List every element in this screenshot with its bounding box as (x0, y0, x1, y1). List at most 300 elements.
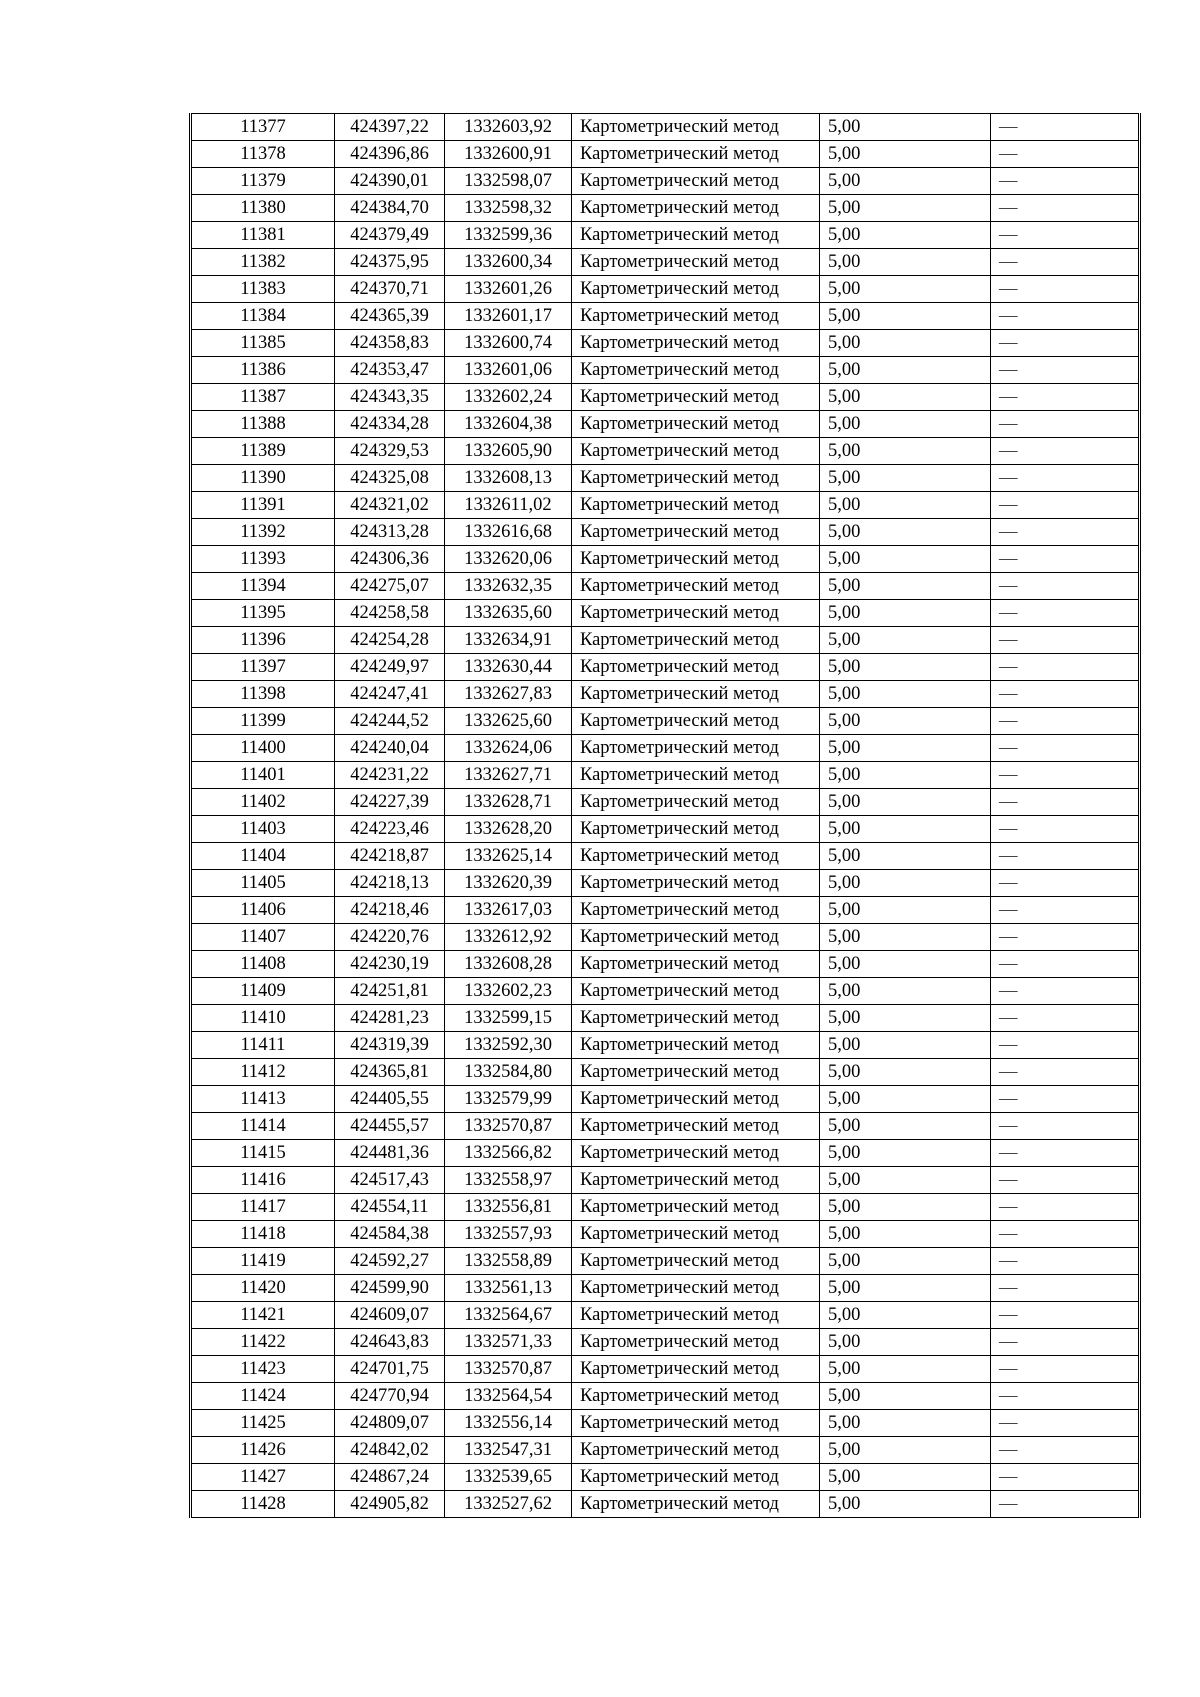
x-coordinate-cell: 424405,55 (335, 1086, 445, 1113)
y-coordinate-cell: 1332539,65 (445, 1464, 572, 1491)
y-coordinate-cell: 1332584,80 (445, 1059, 572, 1086)
description-cell: — (991, 870, 1140, 897)
table-row (191, 1086, 1140, 1113)
method-cell: Картометрический метод (572, 546, 820, 573)
y-coordinate-cell: 1332598,32 (445, 195, 572, 222)
x-coordinate-cell: 424258,58 (335, 600, 445, 627)
method-cell: Картометрический метод (572, 573, 820, 600)
accuracy-cell: 5,00 (820, 870, 991, 897)
method-cell: Картометрический метод (572, 1329, 820, 1356)
method-cell: Картометрический метод (572, 438, 820, 465)
table-row (191, 1113, 1140, 1140)
table-row (191, 168, 1140, 195)
accuracy-cell: 5,00 (820, 384, 991, 411)
description-cell: — (991, 1275, 1140, 1302)
table-row (191, 1005, 1140, 1032)
point-number-cell: 11377 (191, 114, 335, 141)
y-coordinate-cell: 1332547,31 (445, 1437, 572, 1464)
point-number-cell: 11381 (191, 222, 335, 249)
point-number-cell: 11395 (191, 600, 335, 627)
point-number-cell: 11396 (191, 627, 335, 654)
x-coordinate-cell: 424218,46 (335, 897, 445, 924)
point-number-cell: 11403 (191, 816, 335, 843)
point-number-cell: 11398 (191, 681, 335, 708)
method-cell: Картометрический метод (572, 1275, 820, 1302)
description-cell: — (991, 1221, 1140, 1248)
method-cell: Картометрический метод (572, 897, 820, 924)
x-coordinate-cell: 424249,97 (335, 654, 445, 681)
point-number-cell: 11423 (191, 1356, 335, 1383)
description-cell: — (991, 1491, 1140, 1518)
method-cell: Картометрический метод (572, 735, 820, 762)
description-cell: — (991, 330, 1140, 357)
point-number-cell: 11426 (191, 1437, 335, 1464)
point-number-cell: 11391 (191, 492, 335, 519)
accuracy-cell: 5,00 (820, 1356, 991, 1383)
accuracy-cell: 5,00 (820, 249, 991, 276)
point-number-cell: 11387 (191, 384, 335, 411)
description-cell: — (991, 1167, 1140, 1194)
point-number-cell: 11390 (191, 465, 335, 492)
description-cell: — (991, 600, 1140, 627)
x-coordinate-cell: 424770,94 (335, 1383, 445, 1410)
table-row (191, 978, 1140, 1005)
table-row (191, 924, 1140, 951)
method-cell: Картометрический метод (572, 1410, 820, 1437)
description-cell: — (991, 654, 1140, 681)
y-coordinate-cell: 1332620,39 (445, 870, 572, 897)
table-row (191, 276, 1140, 303)
y-coordinate-cell: 1332608,28 (445, 951, 572, 978)
description-cell: — (991, 816, 1140, 843)
accuracy-cell: 5,00 (820, 1086, 991, 1113)
y-coordinate-cell: 1332624,06 (445, 735, 572, 762)
y-coordinate-cell: 1332634,91 (445, 627, 572, 654)
description-cell: — (991, 1005, 1140, 1032)
y-coordinate-cell: 1332599,36 (445, 222, 572, 249)
method-cell: Картометрический метод (572, 978, 820, 1005)
method-cell: Картометрический метод (572, 816, 820, 843)
x-coordinate-cell: 424220,76 (335, 924, 445, 951)
point-number-cell: 11384 (191, 303, 335, 330)
method-cell: Картометрический метод (572, 330, 820, 357)
description-cell: — (991, 1302, 1140, 1329)
accuracy-cell: 5,00 (820, 1329, 991, 1356)
y-coordinate-cell: 1332602,24 (445, 384, 572, 411)
accuracy-cell: 5,00 (820, 330, 991, 357)
x-coordinate-cell: 424281,23 (335, 1005, 445, 1032)
x-coordinate-cell: 424358,83 (335, 330, 445, 357)
y-coordinate-cell: 1332600,74 (445, 330, 572, 357)
point-number-cell: 11407 (191, 924, 335, 951)
accuracy-cell: 5,00 (820, 357, 991, 384)
table-row (191, 627, 1140, 654)
method-cell: Картометрический метод (572, 789, 820, 816)
x-coordinate-cell: 424905,82 (335, 1491, 445, 1518)
method-cell: Картометрический метод (572, 1491, 820, 1518)
method-cell: Картометрический метод (572, 1005, 820, 1032)
table-row (191, 789, 1140, 816)
y-coordinate-cell: 1332556,81 (445, 1194, 572, 1221)
y-coordinate-cell: 1332566,82 (445, 1140, 572, 1167)
point-number-cell: 11409 (191, 978, 335, 1005)
table-row (191, 951, 1140, 978)
accuracy-cell: 5,00 (820, 1167, 991, 1194)
description-cell: — (991, 897, 1140, 924)
point-number-cell: 11392 (191, 519, 335, 546)
y-coordinate-cell: 1332632,35 (445, 573, 572, 600)
x-coordinate-cell: 424701,75 (335, 1356, 445, 1383)
description-cell: — (991, 411, 1140, 438)
accuracy-cell: 5,00 (820, 1437, 991, 1464)
accuracy-cell: 5,00 (820, 168, 991, 195)
method-cell: Картометрический метод (572, 708, 820, 735)
method-cell: Картометрический метод (572, 384, 820, 411)
point-number-cell: 11405 (191, 870, 335, 897)
description-cell: — (991, 978, 1140, 1005)
description-cell: — (991, 357, 1140, 384)
y-coordinate-cell: 1332628,20 (445, 816, 572, 843)
x-coordinate-cell: 424384,70 (335, 195, 445, 222)
description-cell: — (991, 1383, 1140, 1410)
x-coordinate-cell: 424343,35 (335, 384, 445, 411)
x-coordinate-cell: 424517,43 (335, 1167, 445, 1194)
x-coordinate-cell: 424254,28 (335, 627, 445, 654)
method-cell: Картометрический метод (572, 114, 820, 141)
accuracy-cell: 5,00 (820, 1275, 991, 1302)
y-coordinate-cell: 1332601,06 (445, 357, 572, 384)
accuracy-cell: 5,00 (820, 951, 991, 978)
point-number-cell: 11386 (191, 357, 335, 384)
description-cell: — (991, 303, 1140, 330)
point-number-cell: 11421 (191, 1302, 335, 1329)
method-cell: Картометрический метод (572, 519, 820, 546)
description-cell: — (991, 438, 1140, 465)
accuracy-cell: 5,00 (820, 654, 991, 681)
table-row (191, 1464, 1140, 1491)
y-coordinate-cell: 1332635,60 (445, 600, 572, 627)
accuracy-cell: 5,00 (820, 1248, 991, 1275)
accuracy-cell: 5,00 (820, 276, 991, 303)
point-number-cell: 11400 (191, 735, 335, 762)
coordinates-table-body (191, 114, 1140, 1518)
description-cell: — (991, 1140, 1140, 1167)
description-cell: — (991, 465, 1140, 492)
description-cell: — (991, 1059, 1140, 1086)
method-cell: Картометрический метод (572, 465, 820, 492)
accuracy-cell: 5,00 (820, 1194, 991, 1221)
accuracy-cell: 5,00 (820, 600, 991, 627)
table-row (191, 1167, 1140, 1194)
description-cell: — (991, 1329, 1140, 1356)
x-coordinate-cell: 424375,95 (335, 249, 445, 276)
y-coordinate-cell: 1332601,17 (445, 303, 572, 330)
y-coordinate-cell: 1332558,89 (445, 1248, 572, 1275)
table-row (191, 1140, 1140, 1167)
point-number-cell: 11393 (191, 546, 335, 573)
y-coordinate-cell: 1332592,30 (445, 1032, 572, 1059)
y-coordinate-cell: 1332627,83 (445, 681, 572, 708)
point-number-cell: 11402 (191, 789, 335, 816)
table-row (191, 465, 1140, 492)
x-coordinate-cell: 424365,39 (335, 303, 445, 330)
y-coordinate-cell: 1332600,91 (445, 141, 572, 168)
accuracy-cell: 5,00 (820, 708, 991, 735)
point-number-cell: 11416 (191, 1167, 335, 1194)
point-number-cell: 11411 (191, 1032, 335, 1059)
description-cell: — (991, 951, 1140, 978)
point-number-cell: 11397 (191, 654, 335, 681)
y-coordinate-cell: 1332630,44 (445, 654, 572, 681)
table-row (191, 546, 1140, 573)
method-cell: Картометрический метод (572, 1221, 820, 1248)
y-coordinate-cell: 1332556,14 (445, 1410, 572, 1437)
x-coordinate-cell: 424554,11 (335, 1194, 445, 1221)
table-row (191, 1437, 1140, 1464)
description-cell: — (991, 519, 1140, 546)
description-cell: — (991, 1194, 1140, 1221)
accuracy-cell: 5,00 (820, 114, 991, 141)
method-cell: Картометрический метод (572, 1140, 820, 1167)
method-cell: Картометрический метод (572, 1167, 820, 1194)
table-row (191, 1248, 1140, 1275)
y-coordinate-cell: 1332564,54 (445, 1383, 572, 1410)
y-coordinate-cell: 1332598,07 (445, 168, 572, 195)
accuracy-cell: 5,00 (820, 1032, 991, 1059)
description-cell: — (991, 1356, 1140, 1383)
point-number-cell: 11401 (191, 762, 335, 789)
table-row (191, 519, 1140, 546)
x-coordinate-cell: 424223,46 (335, 816, 445, 843)
x-coordinate-cell: 424230,19 (335, 951, 445, 978)
table-row (191, 357, 1140, 384)
description-cell: — (991, 573, 1140, 600)
accuracy-cell: 5,00 (820, 1140, 991, 1167)
x-coordinate-cell: 424842,02 (335, 1437, 445, 1464)
description-cell: — (991, 384, 1140, 411)
x-coordinate-cell: 424379,49 (335, 222, 445, 249)
x-coordinate-cell: 424584,38 (335, 1221, 445, 1248)
description-cell: — (991, 114, 1140, 141)
description-cell: — (991, 492, 1140, 519)
x-coordinate-cell: 424353,47 (335, 357, 445, 384)
point-number-cell: 11378 (191, 141, 335, 168)
y-coordinate-cell: 1332612,92 (445, 924, 572, 951)
y-coordinate-cell: 1332600,34 (445, 249, 572, 276)
x-coordinate-cell: 424609,07 (335, 1302, 445, 1329)
table-row (191, 870, 1140, 897)
method-cell: Картометрический метод (572, 762, 820, 789)
accuracy-cell: 5,00 (820, 573, 991, 600)
accuracy-cell: 5,00 (820, 978, 991, 1005)
table-row (191, 708, 1140, 735)
point-number-cell: 11418 (191, 1221, 335, 1248)
method-cell: Картометрический метод (572, 600, 820, 627)
accuracy-cell: 5,00 (820, 843, 991, 870)
point-number-cell: 11385 (191, 330, 335, 357)
accuracy-cell: 5,00 (820, 681, 991, 708)
x-coordinate-cell: 424325,08 (335, 465, 445, 492)
method-cell: Картометрический метод (572, 951, 820, 978)
accuracy-cell: 5,00 (820, 762, 991, 789)
point-number-cell: 11419 (191, 1248, 335, 1275)
method-cell: Картометрический метод (572, 1032, 820, 1059)
description-cell: — (991, 627, 1140, 654)
y-coordinate-cell: 1332527,62 (445, 1491, 572, 1518)
method-cell: Картометрический метод (572, 1059, 820, 1086)
method-cell: Картометрический метод (572, 276, 820, 303)
accuracy-cell: 5,00 (820, 546, 991, 573)
x-coordinate-cell: 424244,52 (335, 708, 445, 735)
point-number-cell: 11388 (191, 411, 335, 438)
y-coordinate-cell: 1332608,13 (445, 465, 572, 492)
accuracy-cell: 5,00 (820, 141, 991, 168)
table-row (191, 1383, 1140, 1410)
description-cell: — (991, 1464, 1140, 1491)
table-row (191, 1221, 1140, 1248)
method-cell: Картометрический метод (572, 681, 820, 708)
table-row (191, 249, 1140, 276)
method-cell: Картометрический метод (572, 492, 820, 519)
point-number-cell: 11394 (191, 573, 335, 600)
accuracy-cell: 5,00 (820, 1221, 991, 1248)
point-number-cell: 11410 (191, 1005, 335, 1032)
x-coordinate-cell: 424455,57 (335, 1113, 445, 1140)
y-coordinate-cell: 1332602,23 (445, 978, 572, 1005)
method-cell: Картометрический метод (572, 357, 820, 384)
method-cell: Картометрический метод (572, 843, 820, 870)
description-cell: — (991, 249, 1140, 276)
accuracy-cell: 5,00 (820, 627, 991, 654)
accuracy-cell: 5,00 (820, 492, 991, 519)
description-cell: — (991, 168, 1140, 195)
y-coordinate-cell: 1332603,92 (445, 114, 572, 141)
y-coordinate-cell: 1332620,06 (445, 546, 572, 573)
accuracy-cell: 5,00 (820, 1005, 991, 1032)
method-cell: Картометрический метод (572, 168, 820, 195)
point-number-cell: 11422 (191, 1329, 335, 1356)
method-cell: Картометрический метод (572, 1356, 820, 1383)
table-row (191, 1194, 1140, 1221)
method-cell: Картометрический метод (572, 1383, 820, 1410)
method-cell: Картометрический метод (572, 249, 820, 276)
x-coordinate-cell: 424313,28 (335, 519, 445, 546)
description-cell: — (991, 195, 1140, 222)
table-row (191, 600, 1140, 627)
table-row (191, 114, 1140, 141)
description-cell: — (991, 1248, 1140, 1275)
method-cell: Картометрический метод (572, 1194, 820, 1221)
x-coordinate-cell: 424218,87 (335, 843, 445, 870)
x-coordinate-cell: 424334,28 (335, 411, 445, 438)
y-coordinate-cell: 1332604,38 (445, 411, 572, 438)
table-row (191, 1410, 1140, 1437)
coordinates-table (189, 113, 1141, 1518)
x-coordinate-cell: 424218,13 (335, 870, 445, 897)
y-coordinate-cell: 1332617,03 (445, 897, 572, 924)
accuracy-cell: 5,00 (820, 1464, 991, 1491)
method-cell: Картометрический метод (572, 1248, 820, 1275)
x-coordinate-cell: 424275,07 (335, 573, 445, 600)
table-row (191, 1356, 1140, 1383)
method-cell: Картометрический метод (572, 1302, 820, 1329)
x-coordinate-cell: 424321,02 (335, 492, 445, 519)
accuracy-cell: 5,00 (820, 897, 991, 924)
description-cell: — (991, 789, 1140, 816)
description-cell: — (991, 762, 1140, 789)
method-cell: Картометрический метод (572, 411, 820, 438)
method-cell: Картометрический метод (572, 141, 820, 168)
point-number-cell: 11414 (191, 1113, 335, 1140)
accuracy-cell: 5,00 (820, 1491, 991, 1518)
x-coordinate-cell: 424599,90 (335, 1275, 445, 1302)
y-coordinate-cell: 1332628,71 (445, 789, 572, 816)
accuracy-cell: 5,00 (820, 1410, 991, 1437)
accuracy-cell: 5,00 (820, 519, 991, 546)
table-row (191, 438, 1140, 465)
y-coordinate-cell: 1332625,14 (445, 843, 572, 870)
description-cell: — (991, 1086, 1140, 1113)
x-coordinate-cell: 424240,04 (335, 735, 445, 762)
accuracy-cell: 5,00 (820, 1302, 991, 1329)
point-number-cell: 11427 (191, 1464, 335, 1491)
point-number-cell: 11428 (191, 1491, 335, 1518)
table-row (191, 1491, 1140, 1518)
table-row (191, 330, 1140, 357)
description-cell: — (991, 708, 1140, 735)
table-row (191, 222, 1140, 249)
description-cell: — (991, 1032, 1140, 1059)
point-number-cell: 11412 (191, 1059, 335, 1086)
table-row (191, 141, 1140, 168)
description-cell: — (991, 1113, 1140, 1140)
point-number-cell: 11417 (191, 1194, 335, 1221)
accuracy-cell: 5,00 (820, 735, 991, 762)
method-cell: Картометрический метод (572, 1113, 820, 1140)
point-number-cell: 11380 (191, 195, 335, 222)
x-coordinate-cell: 424809,07 (335, 1410, 445, 1437)
point-number-cell: 11379 (191, 168, 335, 195)
accuracy-cell: 5,00 (820, 1059, 991, 1086)
table-row (191, 303, 1140, 330)
y-coordinate-cell: 1332579,99 (445, 1086, 572, 1113)
table-row (191, 762, 1140, 789)
x-coordinate-cell: 424396,86 (335, 141, 445, 168)
point-number-cell: 11420 (191, 1275, 335, 1302)
method-cell: Картометрический метод (572, 222, 820, 249)
point-number-cell: 11399 (191, 708, 335, 735)
point-number-cell: 11404 (191, 843, 335, 870)
description-cell: — (991, 1410, 1140, 1437)
table-row (191, 492, 1140, 519)
table-row (191, 1032, 1140, 1059)
description-cell: — (991, 924, 1140, 951)
point-number-cell: 11383 (191, 276, 335, 303)
method-cell: Картометрический метод (572, 870, 820, 897)
table-row (191, 816, 1140, 843)
x-coordinate-cell: 424867,24 (335, 1464, 445, 1491)
y-coordinate-cell: 1332605,90 (445, 438, 572, 465)
point-number-cell: 11408 (191, 951, 335, 978)
y-coordinate-cell: 1332627,71 (445, 762, 572, 789)
point-number-cell: 11382 (191, 249, 335, 276)
description-cell: — (991, 681, 1140, 708)
table-row (191, 1275, 1140, 1302)
table-row (191, 843, 1140, 870)
accuracy-cell: 5,00 (820, 195, 991, 222)
point-number-cell: 11406 (191, 897, 335, 924)
description-cell: — (991, 735, 1140, 762)
